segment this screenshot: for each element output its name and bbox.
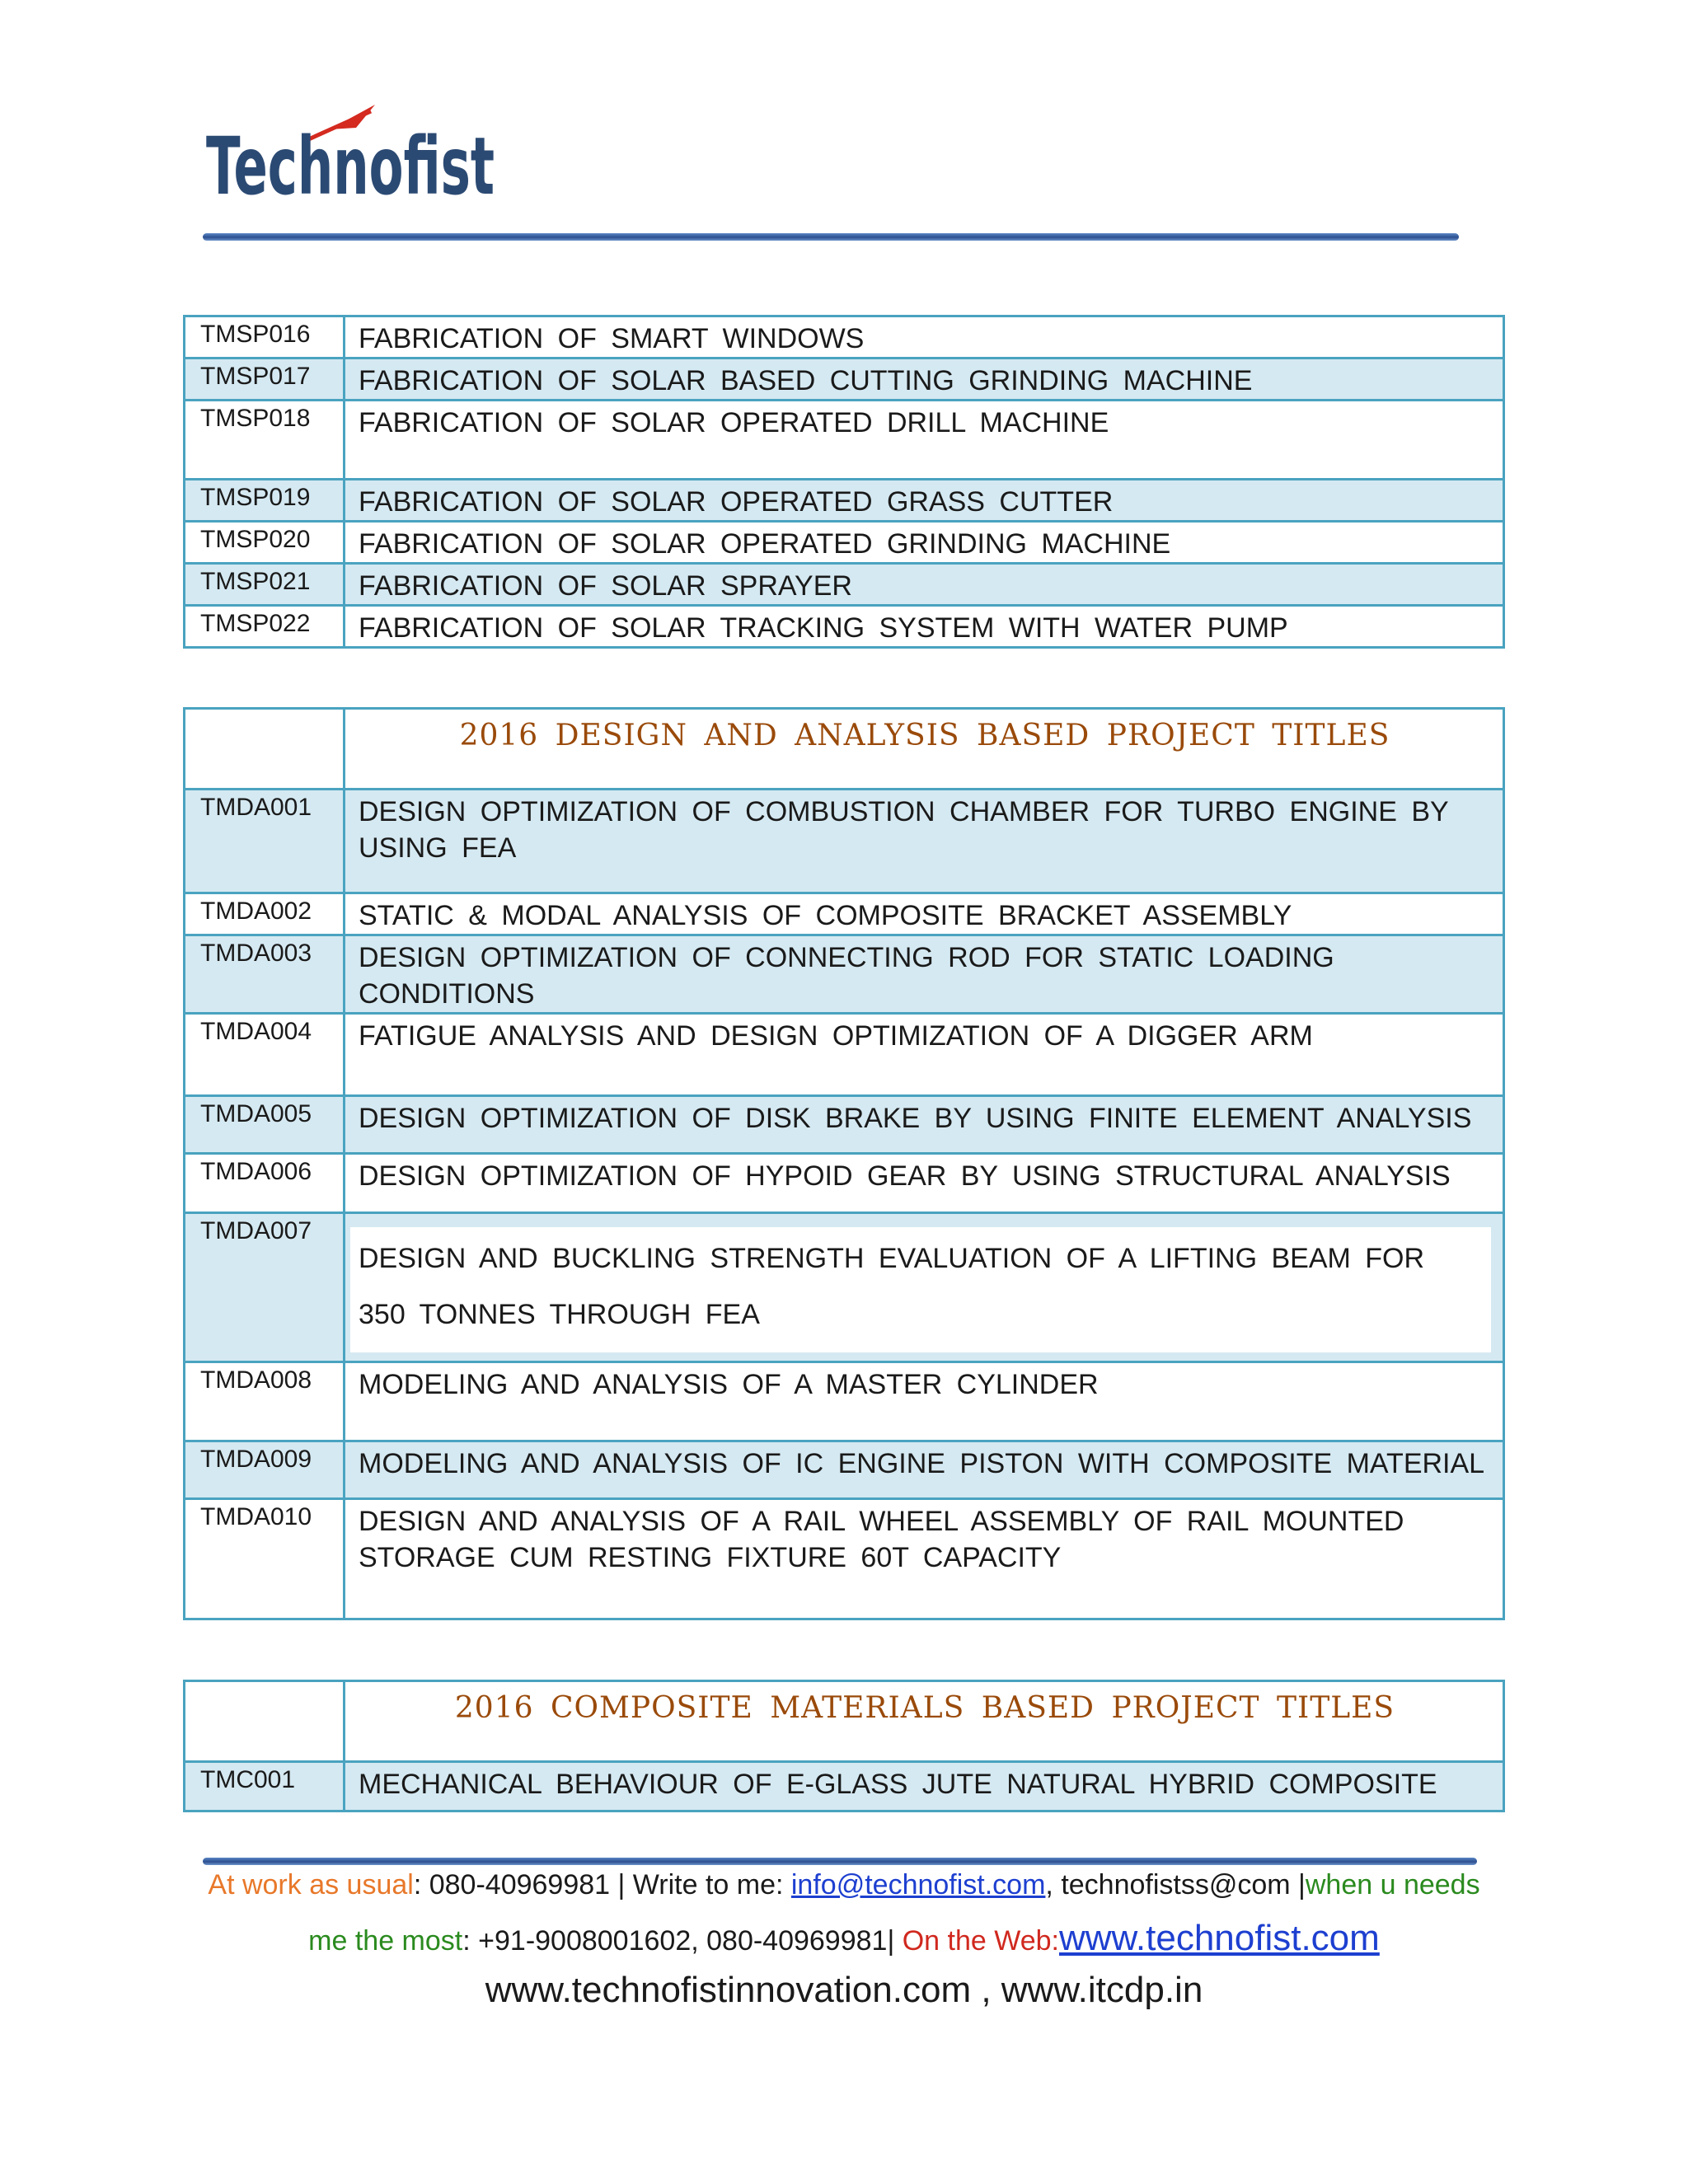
project-title: STATIC & MODAL ANALYSIS OF COMPOSITE BRACKET ASSEMBLY <box>345 893 1504 935</box>
project-code: TMSP022 <box>185 606 345 648</box>
project-title: FABRICATION OF SOLAR SPRAYER <box>345 564 1504 606</box>
web-label: On the Web: <box>902 1925 1059 1957</box>
table-row <box>185 1762 1504 1811</box>
project-code: TMDA008 <box>185 1362 345 1441</box>
project-code: TMSP020 <box>185 522 345 564</box>
table-row <box>185 522 1504 564</box>
table-row <box>185 316 1504 359</box>
project-code: TMDA005 <box>185 1096 345 1154</box>
table-header-row <box>185 709 1504 790</box>
project-title: FABRICATION OF SOLAR BASED CUTTING GRINDING MACHINE <box>345 359 1504 401</box>
header-rule <box>203 233 1459 241</box>
table-row <box>185 606 1504 648</box>
table-row <box>185 1499 1504 1619</box>
project-code: TMDA010 <box>185 1499 345 1619</box>
project-code: TMC001 <box>185 1762 345 1811</box>
project-title: FABRICATION OF SOLAR OPERATED GRINDING MACHINE <box>345 522 1504 564</box>
project-title: FABRICATION OF SOLAR OPERATED DRILL MACHINE <box>345 401 1504 480</box>
solar-projects-table <box>183 315 1505 649</box>
composite-materials-table <box>183 1680 1505 1812</box>
project-title: FATIGUE ANALYSIS AND DESIGN OPTIMIZATION OF A DIGGER ARM <box>345 1014 1504 1096</box>
project-code: TMDA004 <box>185 1014 345 1096</box>
project-code: TMSP018 <box>185 401 345 480</box>
technofist-logo <box>206 103 503 213</box>
project-title: DESIGN OPTIMIZATION OF DISK BRAKE BY USING FINITE ELEMENT ANALYSIS <box>345 1096 1504 1154</box>
table-row <box>185 1096 1504 1154</box>
email-link[interactable]: info@technofist.com <box>790 1869 1046 1900</box>
table-row <box>185 1154 1504 1213</box>
project-code: TMDA003 <box>185 935 345 1014</box>
table-row <box>185 1441 1504 1499</box>
table-header-row <box>185 1681 1504 1762</box>
footer-rule <box>203 1858 1477 1865</box>
project-code: TMSP019 <box>185 480 345 522</box>
section-heading: 2016 COMPOSITE MATERIALS BASED PROJECT TITLES <box>345 1681 1504 1762</box>
mobile-phones: : +91-9008001602, 080-40969981| <box>462 1925 903 1957</box>
project-title: DESIGN AND ANALYSIS OF A RAIL WHEEL ASSEMBLY OF RAIL MOUNTED STORAGE CUM RESTING FIXTURE 60T CAPACITY <box>345 1499 1504 1619</box>
project-code: TMDA007 <box>185 1213 345 1362</box>
work-phone: : 080-40969981 | Write to me: <box>413 1869 791 1900</box>
svg-text:Technofist: Technofist <box>206 120 495 213</box>
table-row <box>185 480 1504 522</box>
table-row <box>185 401 1504 480</box>
project-title: FABRICATION OF SMART WINDOWS <box>345 316 1504 359</box>
project-title: FABRICATION OF SOLAR OPERATED GRASS CUTTER <box>345 480 1504 522</box>
project-title: DESIGN AND BUCKLING STRENGTH EVALUATION OF A LIFTING BEAM FOR 350 TONNES THROUGH FEA <box>350 1227 1491 1352</box>
table-row <box>185 935 1504 1014</box>
section-heading: 2016 DESIGN AND ANALYSIS BASED PROJECT TITLES <box>345 709 1504 790</box>
project-code: TMDA001 <box>185 790 345 893</box>
project-code: TMSP016 <box>185 316 345 359</box>
table-row <box>185 359 1504 401</box>
design-analysis-table <box>183 707 1505 1620</box>
project-title: MECHANICAL BEHAVIOUR OF E-GLASS JUTE NATURAL HYBRID COMPOSITE <box>345 1762 1504 1811</box>
table-row <box>185 1014 1504 1096</box>
other-websites: www.technofistinnovation.com , www.itcdp.in <box>485 1970 1203 2010</box>
project-code: TMSP017 <box>185 359 345 401</box>
project-title: DESIGN OPTIMIZATION OF COMBUSTION CHAMBER FOR TURBO ENGINE BY USING FEA <box>345 790 1504 893</box>
table-row <box>185 1362 1504 1441</box>
footer-line-2 <box>0 1918 1688 1959</box>
table-row <box>185 1213 1504 1362</box>
project-code: TMDA002 <box>185 893 345 935</box>
project-code: TMDA006 <box>185 1154 345 1213</box>
project-code: TMDA009 <box>185 1441 345 1499</box>
table-row <box>185 893 1504 935</box>
work-label: At work as usual <box>208 1869 414 1900</box>
table-row <box>185 564 1504 606</box>
website-link[interactable]: www.technofist.com <box>1059 1918 1380 1958</box>
needs-label: when u needs <box>1305 1869 1480 1900</box>
footer-line-1 <box>0 1869 1688 1901</box>
table-row <box>185 790 1504 893</box>
needs-label-cont: me the most <box>308 1925 463 1957</box>
project-title: MODELING AND ANALYSIS OF A MASTER CYLINDER <box>345 1362 1504 1441</box>
project-title: DESIGN OPTIMIZATION OF HYPOID GEAR BY USING STRUCTURAL ANALYSIS <box>345 1154 1504 1213</box>
project-code: TMSP021 <box>185 564 345 606</box>
project-title: DESIGN OPTIMIZATION OF CONNECTING ROD FOR STATIC LOADING CONDITIONS <box>345 935 1504 1014</box>
project-title: MODELING AND ANALYSIS OF IC ENGINE PISTON WITH COMPOSITE MATERIAL <box>345 1441 1504 1499</box>
email-secondary: , technofistss@com | <box>1045 1869 1306 1900</box>
project-title: FABRICATION OF SOLAR TRACKING SYSTEM WITH WATER PUMP <box>345 606 1504 648</box>
